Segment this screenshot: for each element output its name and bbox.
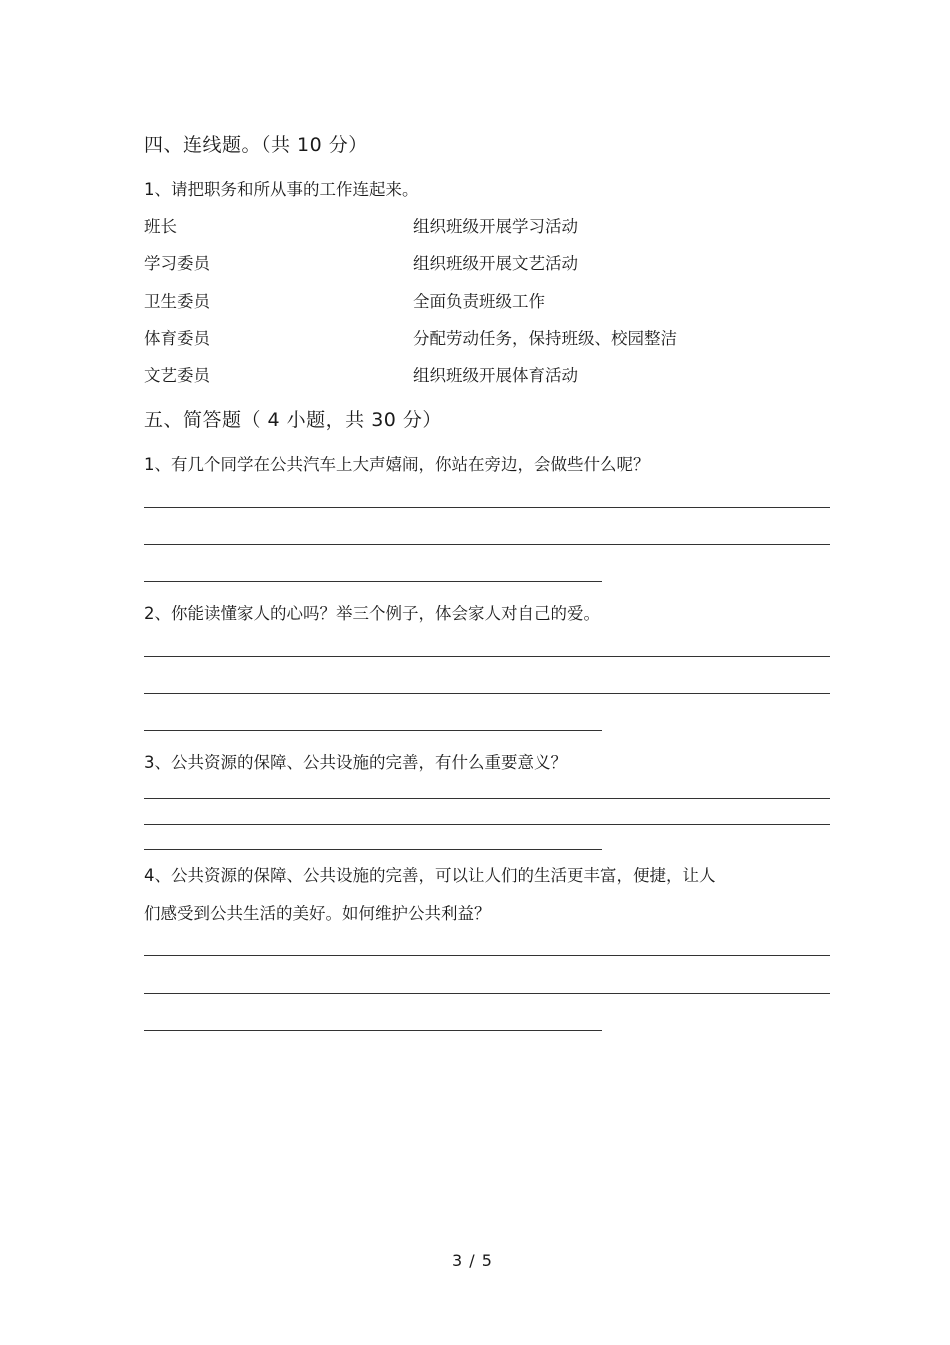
page-number: 3 / 5 [452,1251,493,1270]
work-item-4: 分配劳动任务，保持班级、校园整洁 [413,329,677,348]
answer-line [144,581,602,582]
answer-line [144,507,830,508]
work-item-5: 组织班级开展体育活动 [413,366,578,385]
section4-title: 四、连线题。（共 10 分） [144,134,368,156]
section5-question-4-line-1: 4、公共资源的保障、公共设施的完善，可以让人们的生活更丰富，便捷，让人 [144,866,716,885]
section5-question-1: 1、有几个同学在公共汽车上大声嬉闹，你站在旁边，会做些什么呢？ [144,455,650,474]
work-item-1: 组织班级开展学习活动 [413,217,578,236]
answer-line [144,693,830,694]
work-item-3: 全面负责班级工作 [413,292,545,311]
answer-line [144,1030,602,1031]
duty-item-1: 班长 [144,217,177,236]
answer-line [144,798,830,799]
duty-item-3: 卫生委员 [144,292,210,311]
answer-line [144,993,830,994]
section5-question-2: 2、你能读懂家人的心吗？举三个例子，体会家人对自己的爱。 [144,604,600,623]
answer-line [144,544,830,545]
section5-question-3: 3、公共资源的保障、公共设施的完善，有什么重要意义？ [144,753,567,772]
section5-title: 五、简答题（ 4 小题，共 30 分） [144,409,442,431]
section5-question-4-line-2: 们感受到公共生活的美好。如何维护公共利益？ [144,904,491,923]
duty-item-5: 文艺委员 [144,366,210,385]
section4-question-1: 1、请把职务和所从事的工作连起来。 [144,180,419,199]
answer-line [144,730,602,731]
work-item-2: 组织班级开展文艺活动 [413,254,578,273]
duty-item-2: 学习委员 [144,254,210,273]
answer-line [144,824,830,825]
answer-line [144,656,830,657]
duty-item-4: 体育委员 [144,329,210,348]
answer-line [144,849,602,850]
answer-line [144,955,830,956]
